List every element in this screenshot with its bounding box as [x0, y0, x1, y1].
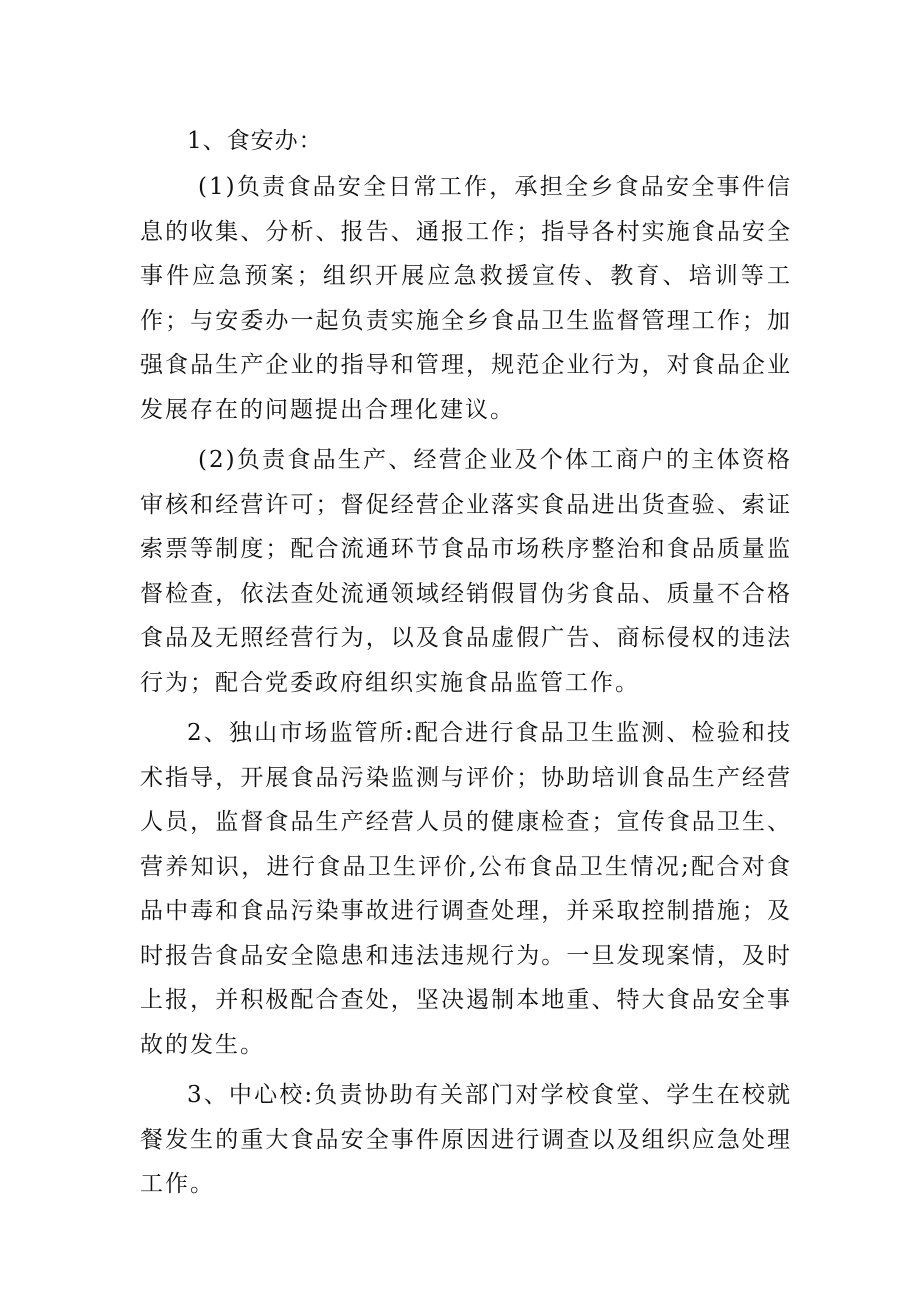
section-heading-food-safety-office: 1、食安办：: [187, 128, 323, 154]
paragraph-market-supervision-office: 2、独山市场监管所:配合进行食品卫生监测、检验和技术指导，开展食品污染监测与评价；协助培训食品生产经营人员，监督食品生产经营人员的健康检查；宣传食品卫生、营养知识，进行食品卫生评价,公布食品卫生情况;配合对食品中毒和食品污染事故进行调查处理，并采取控制措施；及时报告食品安全隐患和违法违规行为。一旦发现案情，及时上报，并积极配合查处，坚决遏制本地重、特大食品安全事故的发生。: [140, 720, 792, 1058]
paragraph-central-school: 3、中心校:负责协助有关部门对学校食堂、学生在校就餐发生的重大食品安全事件原因进行调查以及组织应急处理工作。: [140, 1082, 792, 1197]
document-body: [140, 117, 792, 1207]
paragraph-food-safety-office-duty-2: (2)负责食品生产、经营企业及个体工商户的主体资格审核和经营许可；督促经营企业落实食品进出货查验、索证索票等制度；配合流通环节食品市场秩序整治和食品质量监督检查，依法查处流通领域经销假冒伪劣食品、质量不合格食品及无照经营行为，以及食品虚假广告、商标侵权的违法行为；配合党委政府组织实施食品监管工作。: [140, 447, 792, 696]
paragraph-food-safety-office-duty-1: (1)负责食品安全日常工作，承担全乡食品安全事件信息的收集、分析、报告、通报工作；指导各村实施食品安全事件应急预案；组织开展应急救援宣传、教育、培训等工作；与安委办一起负责实施全乡食品卫生监督管理工作；加强食品生产企业的指导和管理，规范企业行为，对食品企业发展存在的问题提出合理化建议。: [140, 174, 792, 423]
